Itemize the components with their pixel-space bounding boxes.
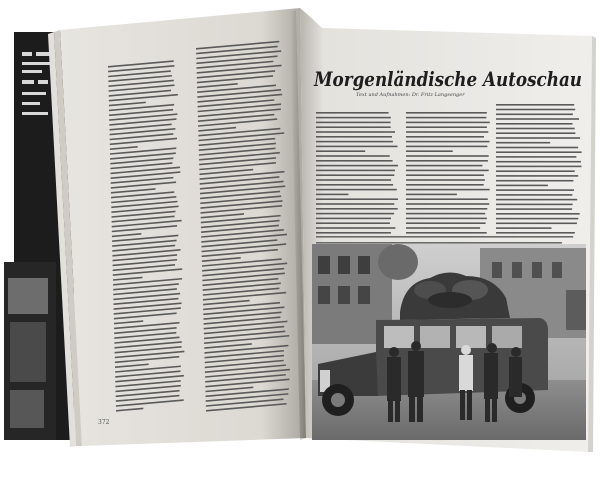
text-line: [316, 150, 365, 152]
text-line: [316, 146, 398, 148]
text-line: [406, 194, 457, 196]
text-line: [316, 198, 398, 200]
text-line: [496, 109, 575, 111]
text-line: [316, 242, 562, 244]
text-line: [316, 236, 573, 238]
text-line: [406, 160, 488, 162]
text-line: [496, 208, 572, 210]
text-line: [316, 227, 395, 229]
text-line: [406, 222, 486, 224]
text-line: [316, 122, 391, 124]
text-line: [496, 118, 579, 120]
text-line: [406, 174, 484, 176]
text-line: [496, 151, 582, 153]
text-line: [406, 184, 484, 186]
text-line: [406, 208, 487, 210]
text-line: [316, 165, 398, 167]
text-line: [496, 156, 576, 158]
text-line: [316, 203, 394, 205]
text-line: [496, 161, 581, 163]
text-line: [496, 104, 574, 106]
text-line: [496, 180, 573, 182]
text-line: [406, 189, 490, 191]
text-line: [496, 137, 580, 139]
text-line: [316, 136, 392, 138]
text-line: [316, 218, 391, 220]
text-line: [316, 170, 395, 172]
article-byline: Text und Aufnahmen: Dr. Fritz Langsenger: [356, 92, 465, 98]
text-line: [406, 232, 487, 234]
text-line: [316, 189, 397, 191]
text-line: [316, 213, 394, 215]
text-line: [406, 126, 487, 128]
text-line: [496, 132, 575, 134]
text-line: [316, 131, 395, 133]
text-line: [316, 222, 390, 224]
text-line: [496, 213, 580, 215]
text-line: [496, 175, 578, 177]
text-line: [406, 150, 453, 152]
text-line: [406, 218, 487, 220]
text-line: [316, 179, 391, 181]
text-line: [496, 232, 575, 234]
text-line: [406, 198, 488, 200]
text-line: [496, 142, 550, 144]
text-line: [496, 204, 573, 206]
text-line: [406, 136, 484, 138]
page-number: 372: [98, 419, 110, 426]
text-line: [406, 227, 480, 229]
left-page: [48, 8, 306, 447]
text-line: [406, 179, 485, 181]
text-line: [406, 141, 490, 143]
text-line: [316, 112, 389, 114]
text-line: [496, 123, 573, 125]
text-line: [316, 117, 391, 119]
text-line: [316, 174, 394, 176]
text-line: [406, 117, 486, 119]
text-line: [496, 218, 578, 220]
text-line: [496, 170, 575, 172]
article-photo-bus: [312, 244, 586, 440]
text-line: [316, 160, 393, 162]
text-line: [496, 128, 575, 130]
text-line: [496, 199, 577, 201]
text-line: [316, 232, 391, 234]
article-title: Morgenländische Autoschau: [313, 68, 582, 91]
text-line: [406, 112, 487, 114]
text-line: [496, 223, 577, 225]
text-line: [406, 170, 489, 172]
text-line: [316, 126, 391, 128]
text-line: [496, 114, 573, 116]
text-line: [406, 165, 482, 167]
text-line: [406, 131, 488, 133]
text-line: [316, 141, 393, 143]
text-line: [496, 189, 574, 191]
text-line: [496, 166, 581, 168]
text-line: [316, 194, 348, 196]
text-line: [406, 155, 489, 157]
text-line: [496, 227, 552, 229]
text-line: [316, 208, 398, 210]
text-line: [316, 184, 393, 186]
text-line: [496, 185, 548, 187]
text-line: [496, 147, 578, 149]
text-line: [496, 194, 572, 196]
right-page: [300, 8, 596, 452]
text-line: [406, 122, 490, 124]
text-line: [406, 203, 489, 205]
text-line: [406, 146, 487, 148]
text-line: [316, 155, 390, 157]
text-line: [406, 213, 485, 215]
